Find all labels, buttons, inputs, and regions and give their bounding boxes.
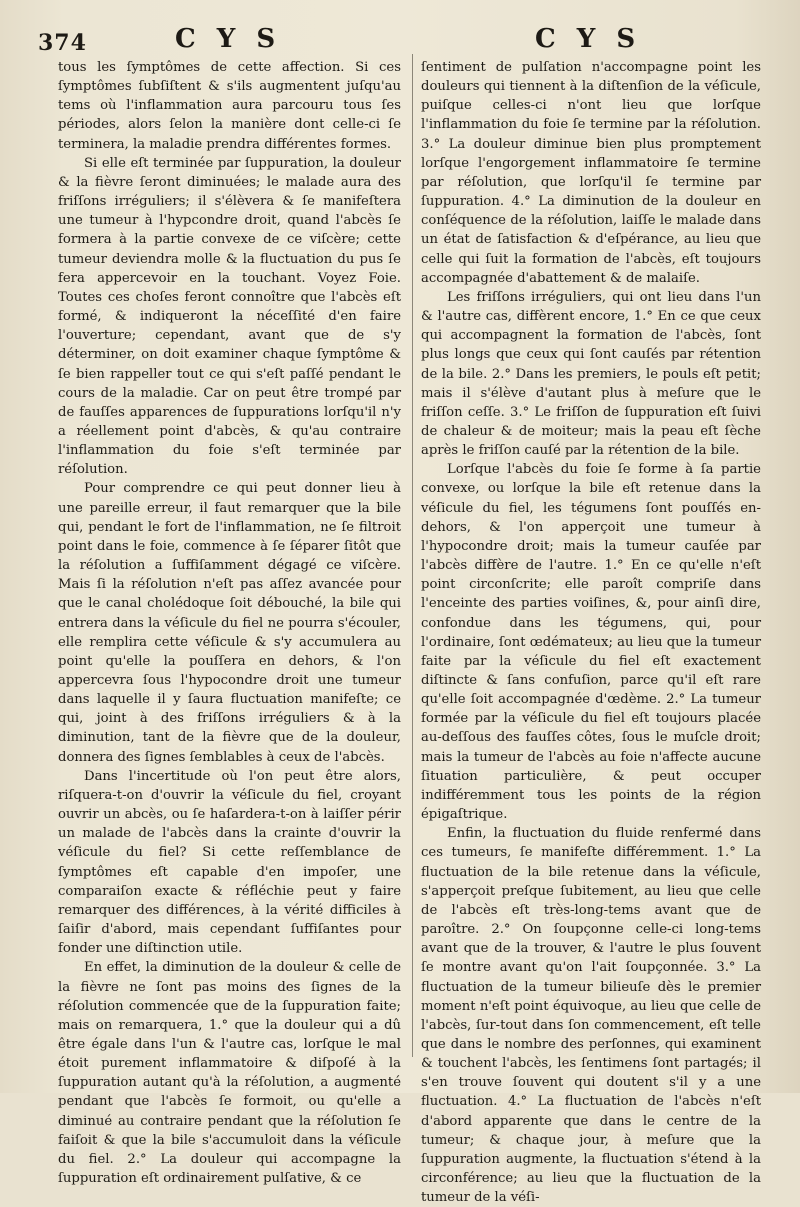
left-column: [58, 58, 401, 1188]
paragraph: Les friſſons irréguliers, qui ont lieu dans l'un & l'autre cas, diffèrent encore, 1.° En ce que ceux qui accompagnent la formation de l'abcès, ſont plus longs que ceux qui ſont cauſés par rétention de la bile. 2.° Dans les premiers, le pouls eſt petit; mais il s'élève d'autant plus à meſure que le friſſon ceſſe. 3.° Le friſſon de ſuppuration eſt ſuivi de chaleur & de moiteur; mais la peau eſt ſèche après le friſſon cauſé par la rétention de la bile.: [421, 289, 761, 459]
paragraph: tous les ſymptômes de cette affection. Si ces ſymptômes ſubſiſtent & s'ils augmentent juſqu'au tems où l'inflammation aura parcouru tous ſes périodes, alors ſelon la manière dont celle-ci ſe terminera, la maladie prendra différentes formes.: [58, 60, 401, 152]
paragraph: Dans l'incertitude où l'on peut être alors, riſquera-t-on d'ouvrir la véſicule du fiel, croyant ouvrir un abcès, ou ſe haſardera-t-on à laiſſer périr un malade de l'abcès dans la crainte d'ouvrir la véſicule du fiel? Si cette reſſemblance de ſymptômes eſt capable d'en impoſer, une comparaiſon exacte & réfléchie peut y faire remarquer des différences, à la vérité difficiles à ſaiſir d'abord, mais cependant ſuffiſantes pour fonder une diſtinction utile.: [58, 768, 401, 957]
paragraph: Pour comprendre ce qui peut donner lieu à une pareille erreur, il faut remarquer que la bile qui, pendant le fort de l'inflammation, ne ſe filtroit point dans le foie, commence à ſe ſéparer ſitôt que la réſolution a ſuffiſamment dégagé ce viſcère. Mais ſi la réſolution n'eſt pas aſſez avancée pour que le canal cholédoque ſoit débouché, la bile qui entrera dans la véſicule du fiel ne pourra s'écouler, elle remplira cette véſicule & s'y accumulera au point qu'elle la pouſſera en dehors, & l'on appercevra ſous l'hypocondre droit une tumeur dans laquelle il y ſaura fluctuation manifeſte; ce qui, joint à des friſſons irréguliers & à la diminution, tant de la fièvre que de la douleur, donnera des ſignes ſemblables à ceux de l'abcès.: [58, 481, 401, 765]
running-head-right: C Y S: [535, 24, 642, 54]
paragraph: Si elle eſt terminée par ſuppuration, la douleur & la fièvre ſeront diminuées; le malade aura des friſſons irréguliers; il s'élèvera & ſe manifeſtera une tumeur à l'hypcondre droit, quand l'abcès ſe formera à la partie convexe de ce viſcère; cette tumeur deviendra molle & la fluctuation du pus ſe fera appercevoir en la touchant. Voyez Foie. Toutes ces choſes feront connoître que l'abcès eſt formé, & indiqueront la néceſſité d'en faire l'ouverture; cependant, avant que de s'y déterminer, on doit examiner chaque ſymptôme & ſe bien rappeller tout ce qui s'eſt paſſé pendant le cours de la maladie. Car on peut être trompé par de fauſſes apparences de ſuppurations lorſqu'il n'y a réellement point d'abcès, & qu'au contraire l'inflammation du foie s'eſt terminée par réſolution.: [58, 155, 401, 478]
page-number: 374: [38, 30, 87, 56]
paragraph: En effet, la diminution de la douleur & celle de la fièvre ne ſont pas moins des ſignes de la réſolution commencée que de la ſuppuration faite; mais on remarquera, 1.° que la douleur qui a dû être égale dans l'un & l'autre cas, lorſque le mal étoit purement inflammatoire & diſpoſé à la ſuppuration autant qu'à la réſolution, a augmenté pendant que l'abcès ſe formoit, ou qu'elle a diminué au contraire pendant que la réſolution ſe faiſoit & que la bile s'accumuloit dans la véſicule du fiel. 2.° La douleur qui accompagne la ſuppuration eſt ordinairement pulſative, & ce: [58, 960, 401, 1187]
running-head-left: C Y S: [175, 24, 282, 54]
paragraph: ſentiment de pulſation n'accompagne point les douleurs qui tiennent à la diſtenſion de la véſicule, puiſque celles-ci n'ont lieu que lorſque l'inflammation du foie ſe termine par la réſolution. 3.° La douleur diminue bien plus promptement lorſque l'engorgement inflammatoire ſe termine par réſolution, que lorſqu'il ſe termine par ſuppuration. 4.° La diminution de la douleur en conſéquence de la réſolution, laiſſe le malade dans un état de ſatisfaction & d'eſpérance, au lieu que celle qui ſuit la formation de l'abcès, eſt toujours accompagnée d'abattement & de malaiſe.: [421, 60, 761, 286]
page-header: [0, 22, 800, 58]
column-divider: [412, 54, 413, 1057]
paragraph: Lorſque l'abcès du foie ſe forme à ſa partie convexe, ou lorſque la bile eſt retenue dans la véſicule du fiel, les tégumens ſont pouſſés en-dehors, & l'on apperçoit une tumeur à l'hypocondre droit; mais la tumeur cauſée par l'abcès diffère de l'autre. 1.° En ce qu'elle n'eſt point circonſcrite; elle paroît compriſe dans l'enceinte des parties voiſines, &, pour ainſi dire, confondue dans les tégumens, qui, pour l'ordinaire, ſont œdémateux; au lieu que la tumeur faite par la véſicule du fiel eſt exactement diſtincte & ſans confuſion, parce qu'il eſt rare qu'elle ſoit accompagnée d'œdème. 2.° La tumeur formée par la véſicule du fiel eſt toujours placée au-deſſous des fauſſes côtes, ſous le muſcle droit; mais la tumeur de l'abcès au foie n'affecte aucune ſituation particulière, & peut occuper indifféremment tous les points de la région épigaſtrique.: [421, 462, 761, 823]
paragraph: Enfin, la fluctuation du fluide renfermé dans ces tumeurs, ſe manifeſte différemment. 1.° La fluctuation de la bile retenue dans la véſicule, s'apperçoit preſque ſubitement, au lieu que celle de l'abcès eſt très-long-tems avant que de paroître. 2.° On ſoupçonne celle-ci long-tems avant que de la trouver, & l'autre le plus ſouvent ſe montre avant qu'on l'ait ſoupçonnée. 3.° La fluctuation de la tumeur bilieuſe dès le premier moment n'eſt point équivoque, au lieu que celle de l'abcès, ſur-tout dans ſon commencement, eſt telle que dans le nombre des perſonnes, qui examinent & touchent l'abcès, les ſentimens ſont partagés; il s'en trouve ſouvent qui doutent s'il y a une fluctuation. 4.° La fluctuation de l'abcès n'eſt d'abord apparente que dans le centre de la tumeur; & chaque jour, à meſure que la ſuppuration augmente, la fluctuation s'étend à la circonférence; au lieu que la fluctuation de la tumeur de la véſi-: [421, 826, 761, 1206]
right-column: [421, 58, 761, 1207]
